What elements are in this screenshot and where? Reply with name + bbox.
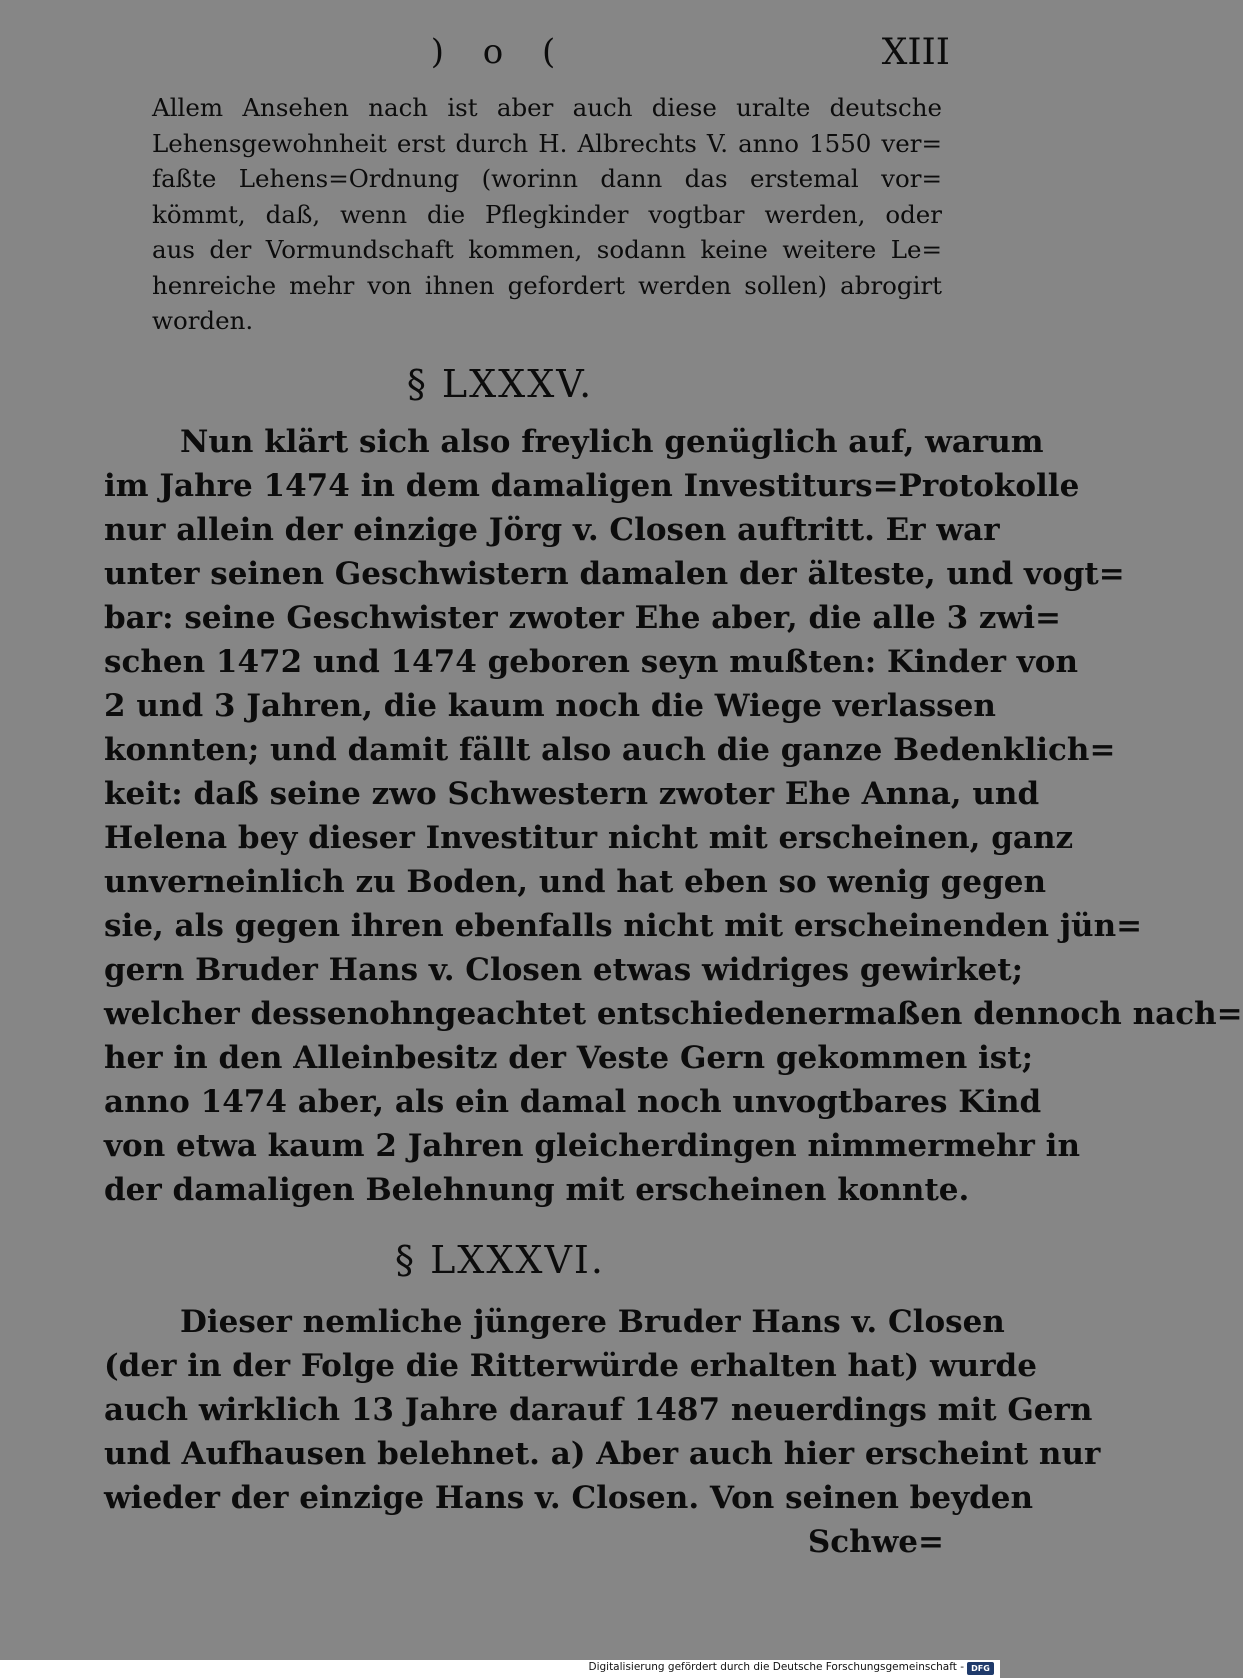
footnote-line: henreiche mehr von ihnen gefordert werden sollen) abrogirt (152, 270, 942, 300)
header-ornament: ) o ( (430, 32, 570, 72)
text-line: (der in der Folge die Ritterwürde erhalten hat) wurde (104, 1348, 1037, 1384)
digitization-footer (0, 1660, 1000, 1678)
text-line: und Aufhausen belehnet. a) Aber auch hier erscheint nur (104, 1436, 1101, 1472)
text-line: sie, als gegen ihren ebenfalls nicht mit erscheinenden jün= (104, 908, 1143, 944)
text-line: im Jahre 1474 in dem damaligen Investiturs=Protokolle (104, 468, 1080, 504)
text-line: konnten; und damit fällt also auch die ganze Bedenklich= (104, 732, 1116, 768)
text-line: unverneinlich zu Boden, und hat eben so wenig gegen (104, 864, 1047, 900)
text-line: Helena bey dieser Investitur nicht mit erscheinen, ganz (104, 820, 1074, 856)
footnote-block (152, 90, 942, 339)
section-85-paragraph (104, 420, 1243, 1212)
text-line: wieder der einzige Hans v. Closen. Von seinen beyden (104, 1480, 1034, 1516)
text-line: bar: seine Geschwister zwoter Ehe aber, die alle 3 zwi= (104, 600, 1061, 636)
text-line: von etwa kaum 2 Jahren gleicherdingen nimmermehr in (104, 1128, 1080, 1164)
catchword: Schwe= (807, 1524, 944, 1560)
section-86-paragraph (104, 1300, 1101, 1564)
footnote-line: Allem Ansehen nach ist aber auch diese uralte deutsche (152, 93, 942, 122)
footnote-line: kömmt, daß, wenn die Pflegkinder vogtbar werden, oder (152, 199, 942, 229)
footnote-line: worden. (152, 306, 254, 335)
footnote-line: aus der Vormundschaft kommen, sodann keine weitere Le= (152, 235, 942, 264)
text-line: her in den Alleinbesitz der Veste Gern gekommen ist; (104, 1040, 1034, 1076)
text-line: welcher dessenohngeachtet entschiedenermaßen dennoch nach= (104, 996, 1243, 1032)
footnote-line: faßte Lehens=Ordnung (worinn dann das erstemal vor= (152, 164, 942, 193)
dfg-logo-icon: DFG (967, 1662, 994, 1675)
text-line: der damaligen Belehnung mit erscheinen konnte. (104, 1172, 970, 1208)
text-line: nur allein der einzige Jörg v. Closen auftritt. Er war (104, 512, 1000, 548)
section-heading-85: § LXXXV. (406, 362, 594, 406)
text-line: unter seinen Geschwistern damalen der älteste, und vogt= (104, 556, 1125, 592)
text-line: gern Bruder Hans v. Closen etwas widriges gewirket; (104, 952, 1024, 988)
text-line: anno 1474 aber, als ein damal noch unvogtbares Kind (104, 1084, 1042, 1120)
text-line: keit: daß seine zwo Schwestern zwoter Ehe Anna, und (104, 776, 1040, 812)
text-line: Nun klärt sich also freylich genüglich auf, warum (180, 424, 1044, 460)
page-number: XIII (881, 32, 950, 73)
footnote-line: Lehensgewohnheit erst durch H. Albrechts V. anno 1550 ver= (152, 128, 942, 158)
text-line: 2 und 3 Jahren, die kaum noch die Wiege verlassen (104, 688, 996, 724)
footer-credit: Digitalisierung gefördert durch die Deutsche Forschungsgemeinschaft - (588, 1661, 964, 1673)
text-line: schen 1472 und 1474 geboren seyn mußten: Kinder von (104, 644, 1078, 680)
text-line: auch wirklich 13 Jahre darauf 1487 neuerdings mit Gern (104, 1392, 1093, 1428)
section-heading-86: § LXXXVI. (394, 1238, 605, 1282)
text-line: Dieser nemliche jüngere Bruder Hans v. Closen (180, 1304, 1005, 1340)
